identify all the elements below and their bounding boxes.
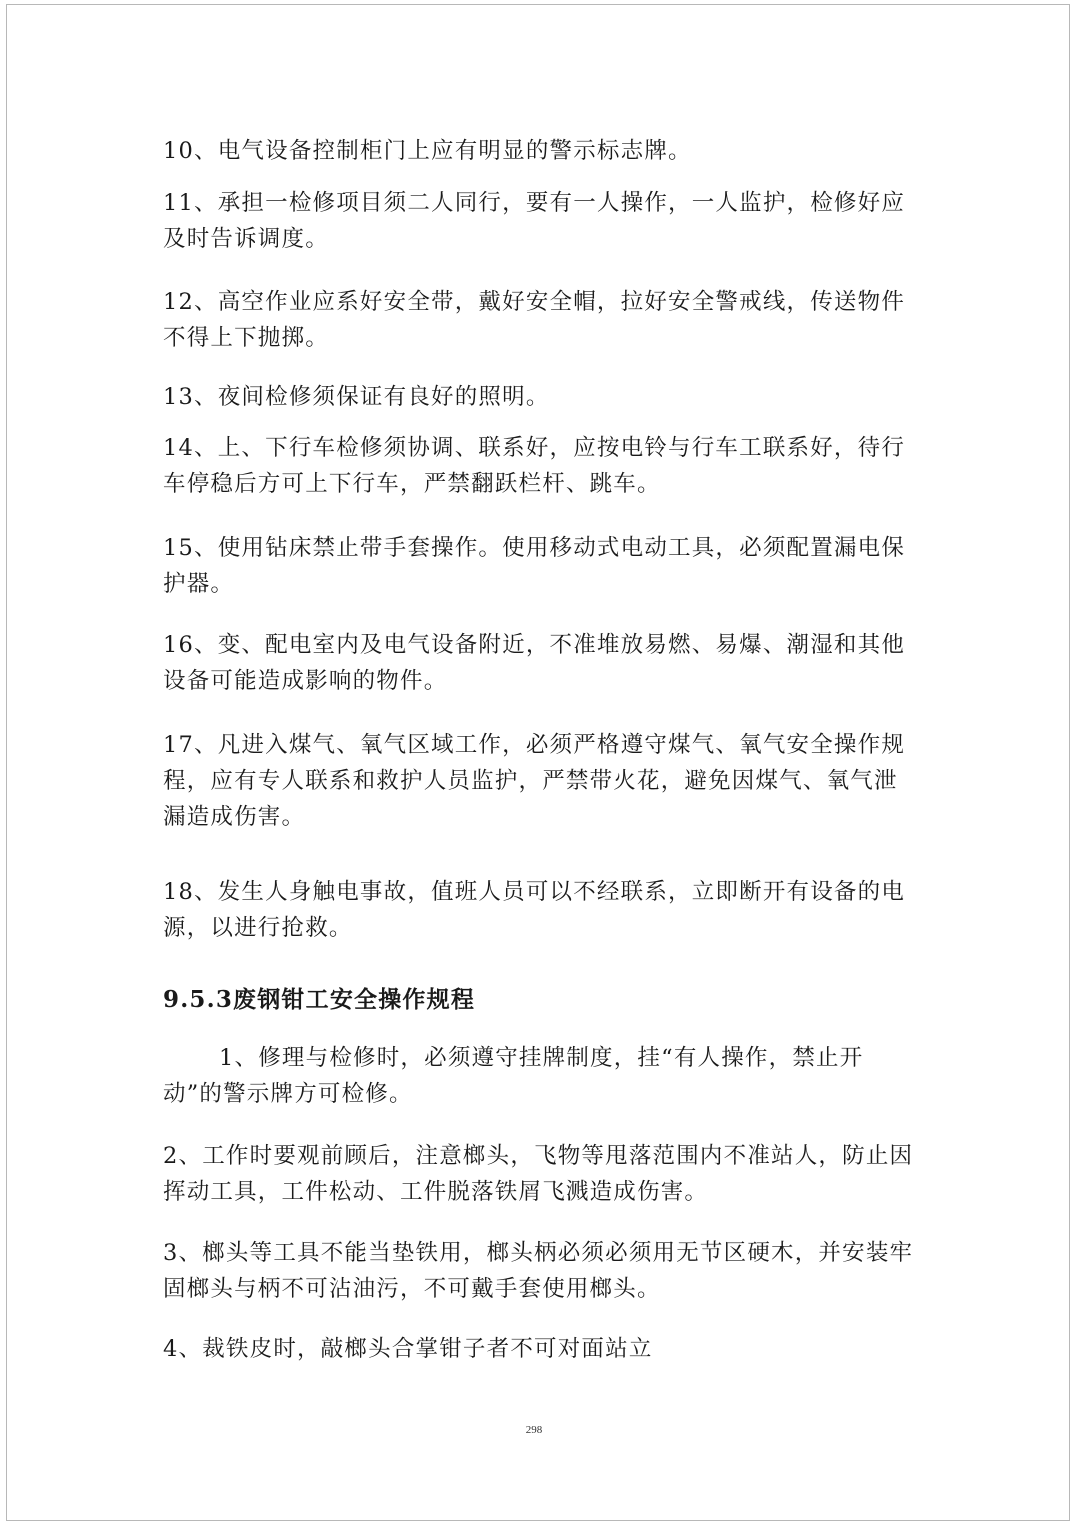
section-item-2: 2、工作时要观前顾后，注意榔头，飞物等甩落范围内不准站人，防止因挥动工具，工件松动、工件脱落铁屑飞溅造成伤害。 [163, 1143, 914, 1205]
section-item-4: 4、裁铁皮时，敲榔头合掌钳子者不可对面站立 [163, 1336, 653, 1362]
rule-item-18: 18、发生人身触电事故，值班人员可以不经联系，立即断开有设备的电源，以进行抢救。 [163, 879, 906, 941]
rule-item-13: 13、夜间检修须保证有良好的照明。 [163, 384, 550, 410]
section-item-1: 1、修理与检修时，必须遵守挂牌制度，挂“有人操作，禁止开动”的警示牌方可检修。 [163, 1045, 864, 1107]
rule-item-17: 17、凡进入煤气、氧气区域工作，必须严格遵守煤气、氧气安全操作规程，应有专人联系和救护人员监护，严禁带火花，避免因煤气、氧气泄漏造成伤害。 [163, 732, 906, 830]
rule-item-15: 15、使用钻床禁止带手套操作。使用移动式电动工具，必须配置漏电保护器。 [163, 535, 906, 597]
rule-item-11: 11、承担一检修项目须二人同行，要有一人操作，一人监护，检修好应及时告诉调度。 [163, 190, 906, 252]
rule-item-14: 14、上、下行车检修须协调、联系好，应按电铃与行车工联系好，待行车停稳后方可上下行车，严禁翻跃栏杆、跳车。 [163, 435, 906, 497]
section-item-3: 3、榔头等工具不能当垫铁用，榔头柄必须必须用无节区硬木，并安装牢固榔头与柄不可沾油污，不可戴手套使用榔头。 [163, 1240, 914, 1302]
rule-item-12: 12、高空作业应系好安全带，戴好安全帽，拉好安全警戒线，传送物件不得上下抛掷。 [163, 289, 906, 351]
rule-item-16: 16、变、配电室内及电气设备附近，不准堆放易燃、易爆、潮湿和其他设备可能造成影响的物件。 [163, 632, 906, 694]
section-title: 9.5.3废钢钳工安全操作规程 [163, 986, 476, 1013]
rule-item-10: 10、电气设备控制柜门上应有明显的警示标志牌。 [163, 138, 692, 164]
page-number: 298 [525, 1424, 543, 1436]
